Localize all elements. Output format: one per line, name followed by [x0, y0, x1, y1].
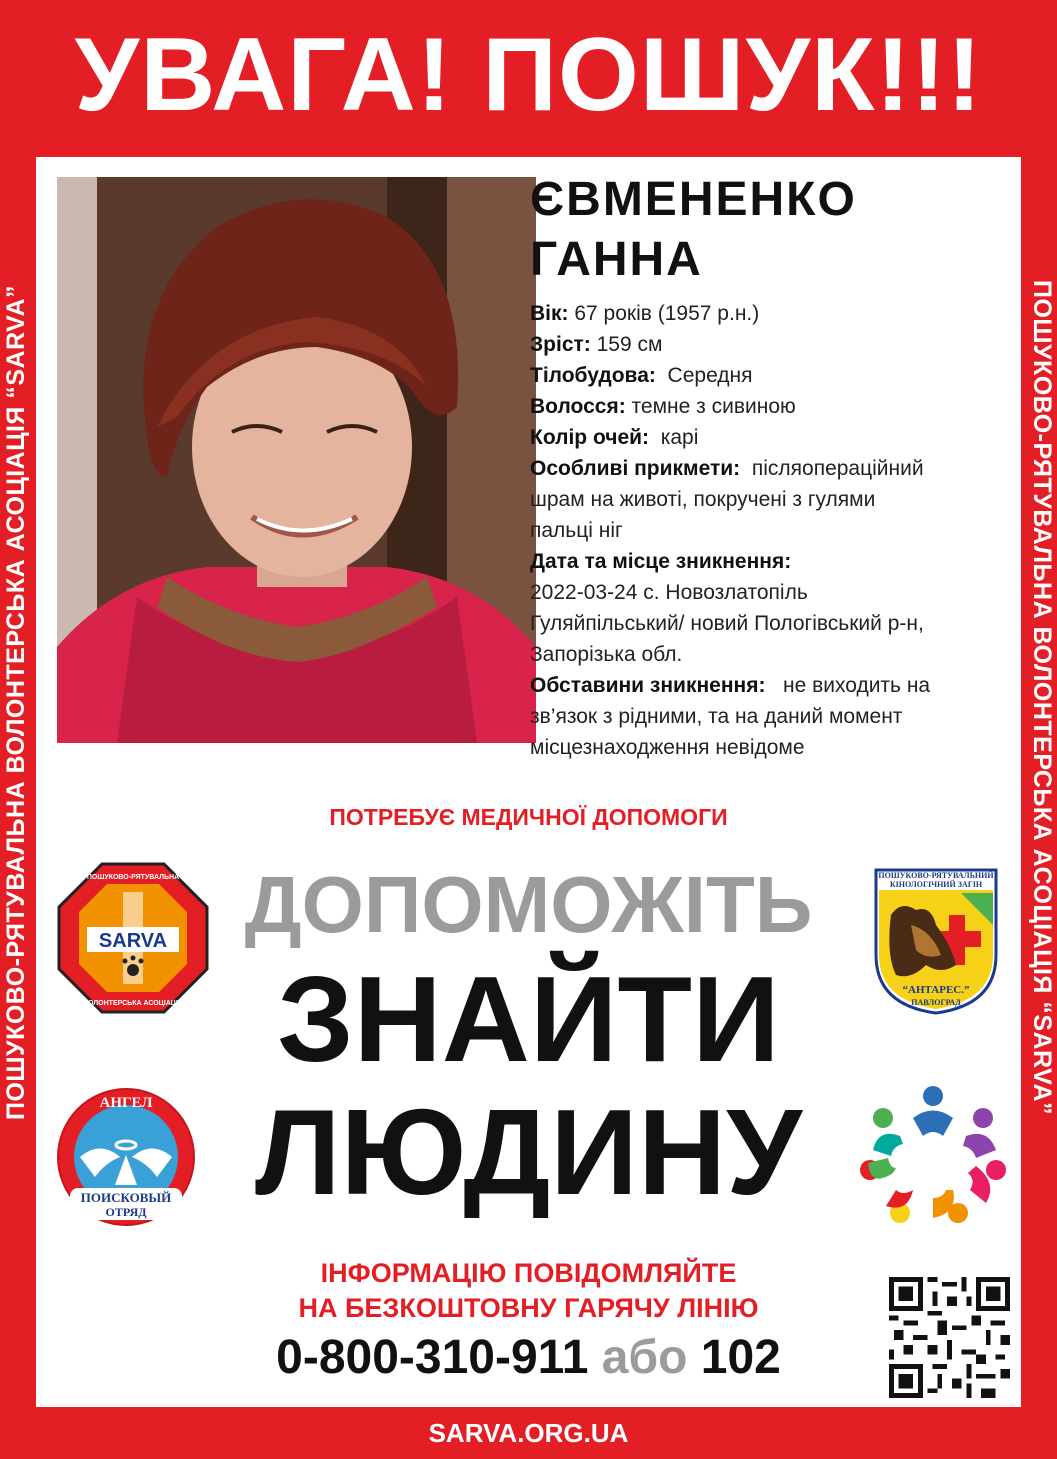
marks-value-3: пальці ніг	[530, 519, 623, 542]
eyes-value: карі	[660, 426, 699, 449]
place-value-3: Запорізька обл.	[530, 643, 683, 666]
age-row	[530, 298, 1000, 329]
community-circle-logo	[858, 1078, 1008, 1228]
svg-text:ПОШУКОВО-РЯТУВАЛЬНА: ПОШУКОВО-РЯТУВАЛЬНА	[86, 874, 180, 881]
side-text-left: ПОШУКОВО-РЯТУВАЛЬНА ВОЛОНТЕРСЬКА АСОЦІАЦІЯ “SARVA”	[2, 284, 30, 1120]
circumstances-row	[530, 670, 1000, 701]
age-value: 67 років (1957 р.н.)	[574, 302, 760, 325]
svg-text:ПАВЛОГРАД: ПАВЛОГРАД	[911, 998, 961, 1007]
missing-person-photo	[57, 177, 536, 743]
hotline-phone[interactable]: 0-800-310-911	[276, 1331, 589, 1384]
place-label	[530, 546, 1000, 577]
eyes-label: Колір очей:	[530, 426, 650, 449]
circumstances-label: Обставини зникнення:	[530, 674, 766, 697]
build-row	[530, 360, 1000, 391]
emergency-phone[interactable]: 102	[700, 1331, 781, 1384]
place-label-text: Дата та місце зникнення:	[530, 550, 792, 573]
help-heading: ДОПОМОЖІТЬ	[244, 860, 813, 949]
circumstances-value-1: не виходить на	[782, 674, 931, 697]
angel-search-logo	[55, 1085, 197, 1230]
hotline-line-1: ІНФОРМАЦІЮ ПОВІДОМЛЯЙТЕ	[320, 1258, 737, 1288]
circumstances-value-3: місцезнаходження невідоме	[530, 736, 805, 759]
person-surname: ЄВМЕНЕНКО	[530, 173, 857, 226]
circumstances-value-2: зв’язок з рідними, та на даний момент	[530, 705, 903, 728]
svg-text:ВОЛОНТЕРСЬКА АСОЦІАЦІЯ: ВОЛОНТЕРСЬКА АСОЦІАЦІЯ	[83, 1000, 183, 1007]
side-text-right: ПОШУКОВО-РЯТУВАЛЬНА ВОЛОНТЕРСЬКА АСОЦІАЦІЯ “SARVA”	[1028, 280, 1056, 1116]
svg-text:КІНОЛОГІЧНИЙ ЗАГІН: КІНОЛОГІЧНИЙ ЗАГІН	[889, 880, 983, 889]
build-value: Середня	[667, 364, 753, 387]
person-heading: ЛЮДИНУ	[255, 1084, 802, 1220]
svg-text:ПОШУКОВО-РЯТУВАЛЬНИЙ: ПОШУКОВО-РЯТУВАЛЬНИЙ	[878, 871, 994, 880]
qr-code[interactable]	[889, 1277, 1010, 1398]
place-value-2: Гуляйпільський/ новий Пологівський р-н,	[530, 612, 924, 635]
sarva-logo	[57, 862, 209, 1014]
person-first-name: ГАННА	[530, 233, 703, 286]
marks-value-1: післяопераційний	[751, 457, 924, 480]
marks-value-2: шрам на животі, покручені з гулями	[530, 488, 876, 511]
height-row	[530, 329, 1000, 360]
height-label: Зріст:	[530, 333, 591, 356]
phone-or: або	[601, 1331, 688, 1384]
age-label: Вік:	[530, 302, 569, 325]
svg-text:SARVA: SARVA	[98, 930, 168, 952]
person-name	[530, 170, 857, 290]
find-heading: ЗНАЙТИ	[277, 951, 780, 1087]
medical-notice: ПОТРЕБУЄ МЕДИЧНОЇ ДОПОМОГИ	[329, 804, 728, 830]
svg-text:АНГЕЛ: АНГЕЛ	[99, 1095, 153, 1111]
website-link[interactable]: SARVA.ORG.UA	[428, 1418, 629, 1448]
eyes-row	[530, 422, 1000, 453]
place-value-1: 2022-03-24 с. Новозлатопіль	[530, 581, 808, 604]
hotline-line-2: НА БЕЗКОШТОВНУ ГАРЯЧУ ЛІНІЮ	[298, 1293, 759, 1323]
height-value: 159 см	[596, 333, 663, 356]
build-label: Тілобудова:	[530, 364, 656, 387]
hair-label: Волосся:	[530, 395, 626, 418]
marks-row	[530, 453, 1000, 484]
marks-label: Особливі прикмети:	[530, 457, 741, 480]
svg-text:ПОИСКОВЫЙ: ПОИСКОВЫЙ	[80, 1190, 172, 1205]
hair-row	[530, 391, 1000, 422]
antares-logo	[871, 865, 1001, 1015]
person-details	[530, 298, 1000, 763]
svg-text:“АНТАРЕС.”: “АНТАРЕС.”	[902, 984, 970, 996]
svg-text:ОТРЯД: ОТРЯД	[105, 1205, 147, 1219]
hair-value: темне з сивиною	[631, 395, 796, 418]
poster-title: УВАГА! ПОШУК!!!	[74, 17, 983, 133]
